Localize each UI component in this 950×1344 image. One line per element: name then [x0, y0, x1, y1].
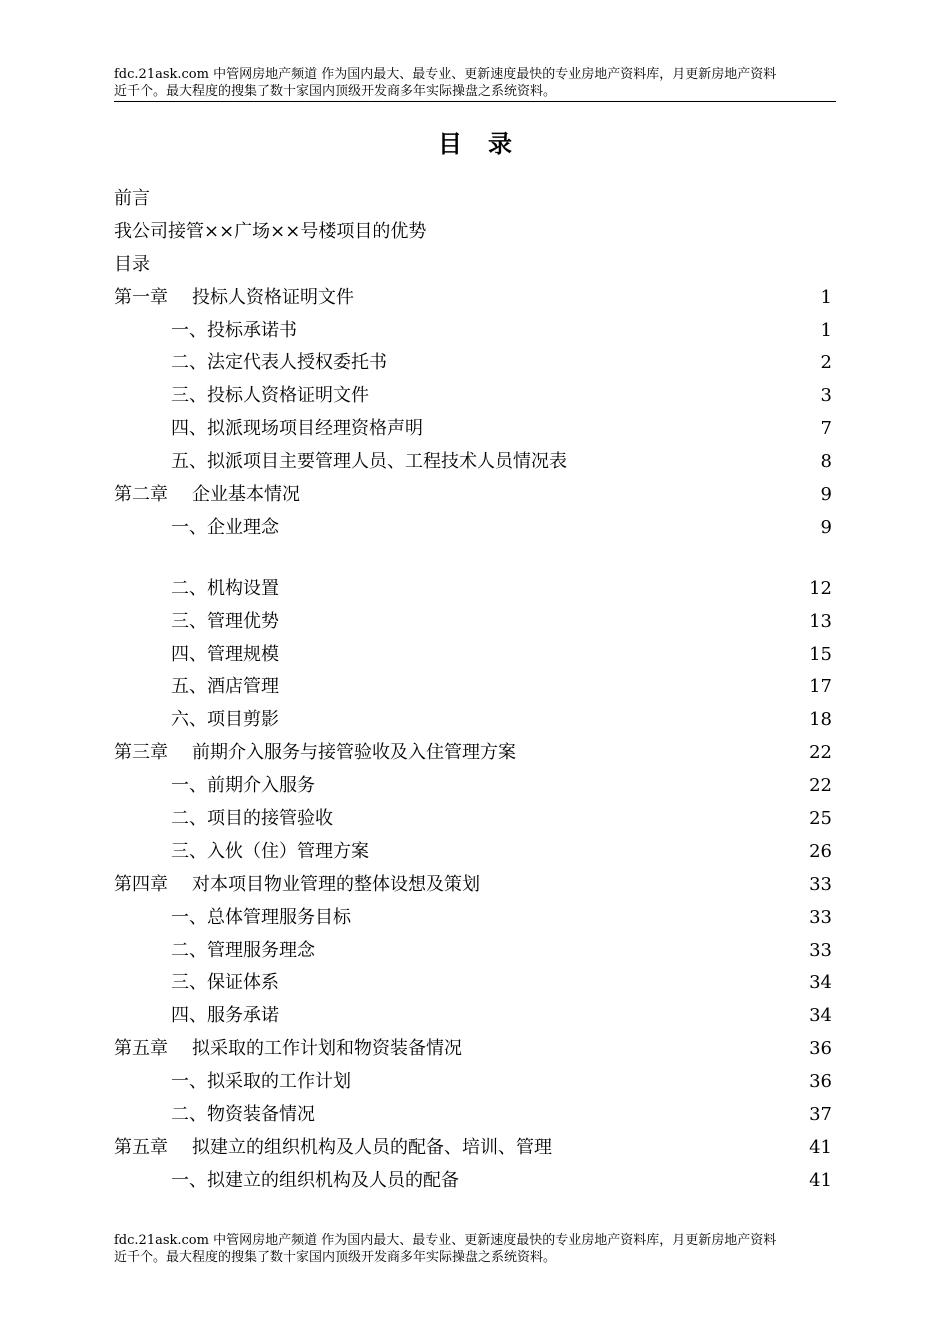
page-number: 36	[809, 1038, 832, 1060]
chapter-title: 对本项目物业管理的整体设想及策划	[192, 873, 480, 895]
toc-intro-advantage	[114, 216, 832, 249]
toc-spacer	[114, 545, 832, 573]
toc-chapter-row[interactable]	[114, 869, 832, 902]
page-number: 22	[809, 742, 832, 764]
page-number: 34	[809, 972, 832, 994]
section-title: 一、拟建立的组织机构及人员的配备	[171, 1169, 459, 1191]
page-number: 3	[820, 385, 832, 407]
page-number: 1	[820, 286, 832, 308]
header-line-2: 近千个。最大程度的搜集了数十家国内顶级开发商多年实际操盘之系统资料。	[114, 84, 557, 99]
section-title: 四、拟派现场项目经理资格声明	[171, 418, 423, 440]
page-number: 12	[809, 577, 832, 599]
toc-section-row[interactable]	[114, 902, 832, 935]
footer-line-2: 近千个。最大程度的搜集了数十家国内顶级开发商多年实际操盘之系统资料。	[114, 1250, 557, 1265]
page-number: 13	[809, 610, 832, 632]
toc-intro-text: 我公司接管××广场××号楼项目的优势	[114, 220, 427, 242]
toc-intro-contents	[114, 249, 832, 282]
section-title: 一、前期介入服务	[171, 775, 315, 797]
page-number: 36	[809, 1071, 832, 1093]
page-number: 33	[809, 939, 832, 961]
page-number: 7	[820, 418, 832, 440]
toc-intro-text: 目录	[114, 253, 150, 275]
section-title: 三、管理优势	[171, 610, 279, 632]
section-title: 二、管理服务理念	[171, 939, 315, 961]
page-number: 41	[809, 1169, 832, 1191]
table-of-contents	[114, 183, 832, 1198]
chapter-label: 第三章	[114, 742, 168, 764]
page-header	[114, 66, 836, 102]
page-number: 25	[809, 808, 832, 830]
page-number: 33	[809, 873, 832, 895]
section-title: 五、拟派项目主要管理人员、工程技术人员情况表	[171, 451, 567, 473]
section-title: 二、机构设置	[171, 577, 279, 599]
page-number: 9	[820, 516, 832, 538]
toc-section-row[interactable]	[114, 446, 832, 479]
section-title: 三、投标人资格证明文件	[171, 385, 369, 407]
section-title: 三、保证体系	[171, 972, 279, 994]
page-number: 41	[809, 1136, 832, 1158]
toc-section-row[interactable]	[114, 606, 832, 639]
toc-section-row[interactable]	[114, 803, 832, 836]
toc-section-row[interactable]	[114, 836, 832, 869]
toc-section-row[interactable]	[114, 1165, 832, 1198]
chapter-title: 前期介入服务与接管验收及入住管理方案	[192, 742, 516, 764]
page-number: 18	[809, 709, 832, 731]
toc-intro-text: 前言	[114, 188, 150, 209]
page-number: 8	[820, 451, 832, 473]
toc-chapter-row[interactable]	[114, 737, 832, 770]
section-title: 一、投标承诺书	[171, 319, 297, 341]
section-title: 一、总体管理服务目标	[171, 906, 351, 928]
header-line-1: fdc.21ask.com 中管网房地产频道 作为国内最大、最专业、更新速度最快的专业房地产资料库，月更新房地产资料	[114, 67, 777, 82]
toc-section-row[interactable]	[114, 639, 832, 672]
page-number: 34	[809, 1005, 832, 1027]
chapter-label: 第一章	[114, 286, 168, 308]
page-number: 22	[809, 775, 832, 797]
page-number: 33	[809, 906, 832, 928]
toc-section-row[interactable]	[114, 1099, 832, 1132]
chapter-label: 第五章	[114, 1136, 168, 1158]
toc-section-row[interactable]	[114, 315, 832, 348]
page-number: 1	[820, 319, 832, 341]
toc-chapter-row[interactable]	[114, 479, 832, 512]
page-number: 2	[820, 352, 832, 374]
chapter-title: 拟采取的工作计划和物资装备情况	[192, 1038, 462, 1060]
page-number: 17	[809, 676, 832, 698]
chapter-label: 第五章	[114, 1038, 168, 1060]
toc-chapter-row[interactable]	[114, 282, 832, 315]
toc-section-row[interactable]	[114, 573, 832, 606]
footer-line-1: fdc.21ask.com 中管网房地产频道 作为国内最大、最专业、更新速度最快的专业房地产资料库，月更新房地产资料	[114, 1233, 777, 1248]
toc-intro-preface	[114, 183, 832, 216]
section-title: 四、服务承诺	[171, 1005, 279, 1027]
toc-section-row[interactable]	[114, 704, 832, 737]
toc-chapter-row[interactable]	[114, 1033, 832, 1066]
toc-section-row[interactable]	[114, 1000, 832, 1033]
chapter-title: 投标人资格证明文件	[192, 286, 354, 308]
page-number: 26	[809, 840, 832, 862]
toc-section-row[interactable]	[114, 380, 832, 413]
section-title: 三、入伙（住）管理方案	[171, 840, 369, 862]
section-title: 二、法定代表人授权委托书	[171, 352, 387, 374]
section-title: 五、酒店管理	[171, 676, 279, 698]
section-title: 二、项目的接管验收	[171, 808, 333, 830]
toc-chapter-row[interactable]	[114, 1132, 832, 1165]
toc-section-row[interactable]	[114, 967, 832, 1000]
section-title: 六、项目剪影	[171, 709, 279, 731]
chapter-label: 第二章	[114, 484, 168, 506]
section-title: 一、企业理念	[171, 516, 279, 538]
page-number: 9	[820, 484, 832, 506]
toc-section-row[interactable]	[114, 512, 832, 545]
toc-section-row[interactable]	[114, 413, 832, 446]
section-title: 四、管理规模	[171, 643, 279, 665]
toc-section-row[interactable]	[114, 347, 832, 380]
chapter-title: 拟建立的组织机构及人员的配备、培训、管理	[192, 1136, 552, 1158]
toc-section-row[interactable]	[114, 935, 832, 968]
toc-section-row[interactable]	[114, 1066, 832, 1099]
chapter-label: 第四章	[114, 873, 168, 895]
page-number: 15	[809, 643, 832, 665]
toc-section-row[interactable]	[114, 770, 832, 803]
toc-section-row[interactable]	[114, 671, 832, 704]
section-title: 二、物资装备情况	[171, 1104, 315, 1126]
section-title: 一、拟采取的工作计划	[171, 1071, 351, 1093]
page-title: 目录	[438, 129, 538, 158]
page-number: 37	[809, 1104, 832, 1126]
page-footer	[114, 1232, 836, 1266]
chapter-title: 企业基本情况	[192, 484, 300, 506]
